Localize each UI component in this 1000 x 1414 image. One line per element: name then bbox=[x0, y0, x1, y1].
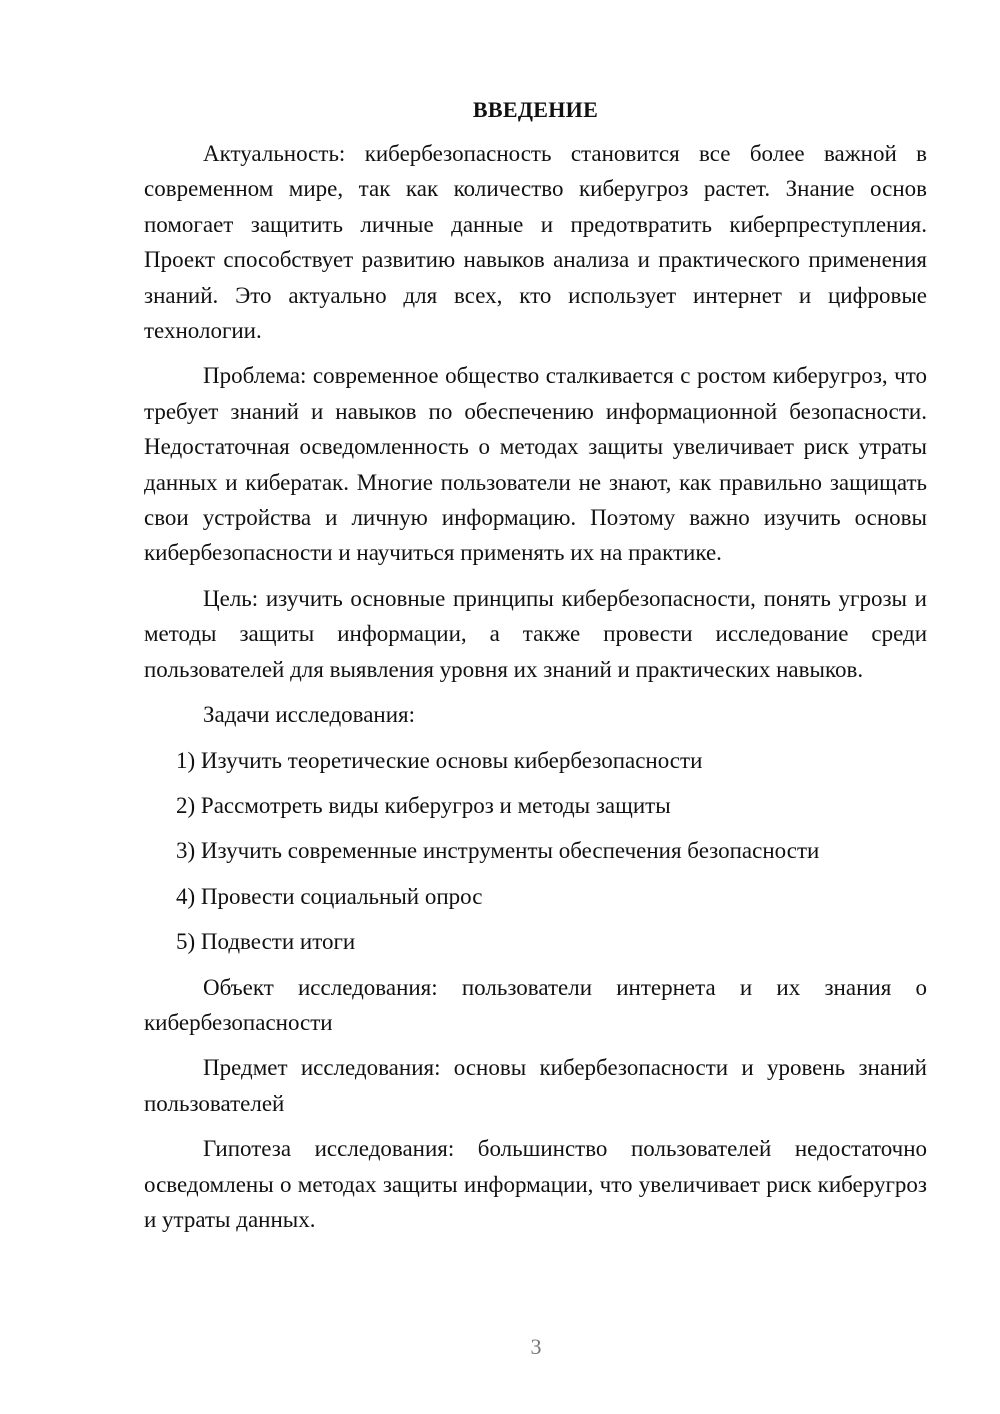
task-item: 5) Подвести итоги bbox=[176, 929, 356, 955]
problem-paragraph: Проблема: современное общество сталкивается с ростом киберугроз, что требует знаний и навыков по обеспечению информационной безопасности. Недостаточная осведомленность о методах защиты увеличивает риск утраты данных и кибератак. Многие пользователи не знают, как правильно защищать свои устройства и личную информацию. Поэтому важно изучить основы кибербезопасности и научиться применять их на практике. bbox=[144, 363, 927, 566]
tasks-list bbox=[144, 743, 927, 960]
task-item: 1) Изучить теоретические основы кибербезопасности bbox=[176, 747, 703, 773]
task-item: 3) Изучить современные инструменты обеспечения безопасности bbox=[176, 838, 820, 864]
relevance-paragraph: Актуальность: кибербезопасность становится все более важной в современном мире, так как количество киберугроз растет. Знание основ помогает защитить личные данные и предотвратить киберпреступления. Проект способствует развитию навыков анализа и практического применения знаний. Это актуально для всех, кто использует интернет и цифровые технологии. bbox=[144, 141, 927, 344]
page-number: 3 bbox=[530, 1334, 542, 1359]
tasks-heading: Задачи исследования: bbox=[203, 702, 416, 728]
hypothesis-paragraph: Гипотеза исследования: большинство пользователей недостаточно осведомлены о методах защиты информации, что увеличивает риск киберугроз и утраты данных. bbox=[144, 1136, 927, 1232]
section-title: ВВЕДЕНИЕ bbox=[472, 97, 599, 122]
page-content bbox=[144, 94, 927, 1247]
object-paragraph: Объект исследования: пользователи интернета и их знания о кибербезопасности bbox=[144, 974, 927, 1035]
task-item: 2) Рассмотреть виды киберугроз и методы защиты bbox=[176, 792, 671, 818]
task-item: 4) Провести социальный опрос bbox=[176, 883, 483, 909]
subject-paragraph: Предмет исследования: основы кибербезопасности и уровень знаний пользователей bbox=[144, 1055, 927, 1116]
goal-paragraph: Цель: изучить основные принципы кибербезопасности, понять угрозы и методы защиты информации, а также провести исследование среди пользователей для выявления уровня их знаний и практических навыков. bbox=[144, 585, 927, 682]
